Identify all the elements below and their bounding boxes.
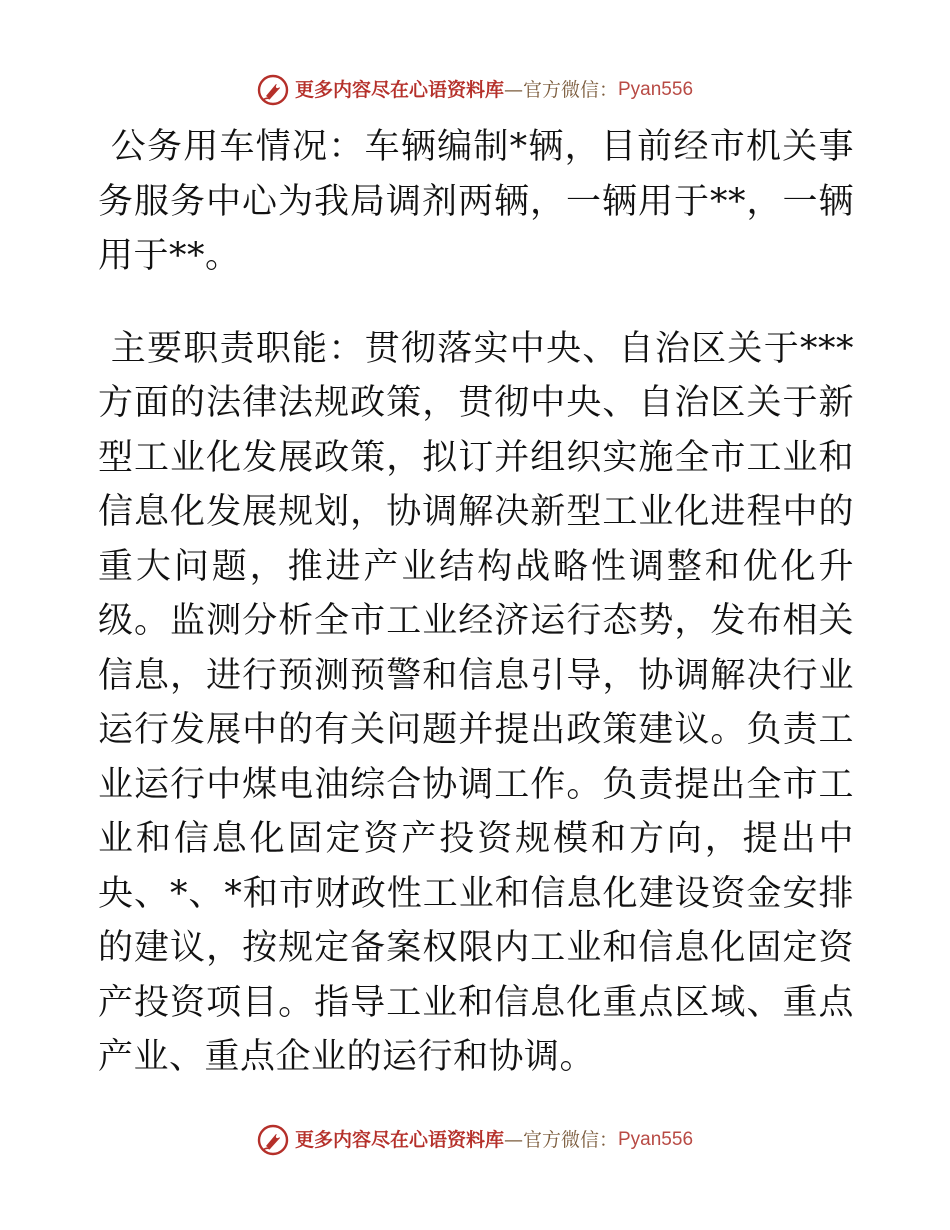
document-body [98,120,854,1085]
header-banner-account: Pyan556 [618,79,694,100]
footer-banner-text [295,1128,693,1152]
footer-watermark-banner [0,1120,950,1160]
paragraph-vehicles [98,120,854,284]
footer-banner-dash: —官方微信： [503,1129,618,1151]
header-banner-main: 更多内容尽在心语资料库 [294,79,504,101]
paragraph-duties [98,322,854,1085]
header-banner-text [295,78,693,102]
footer-banner-main: 更多内容尽在心语资料库 [294,1129,504,1151]
paragraph-vehicles-text: 公务用车情况：车辆编制*辆，目前经市机关事务服务中心为我局调剂两辆，一辆用于**，一辆用于**。 [98,127,854,276]
footer-banner-account: Pyan556 [618,1129,694,1150]
header-watermark-banner [0,70,950,110]
pen-nib-logo-icon [257,74,289,106]
pen-nib-logo-icon [257,1124,289,1156]
paragraph-duties-text: 主要职责职能：贯彻落实中央、自治区关于***方面的法律法规政策，贯彻中央、自治区关于新型工业化发展政策，拟订并组织实施全市工业和信息化发展规划，协调解决新型工业化进程中的重大问题，推进产业结构战略性调整和优化升级。监测分析全市工业经济运行态势，发布相关信息，进行预测预警和信息引导，协调解决行业运行发展中的有关问题并提出政策建议。负责工业运行中煤电油综合协调工作。负责提出全市工业和信息化固定资产投资规模和方向，提出中央、*、*和市财政性工业和信息化建设资金安排的建议，按规定备案权限内工业和信息化固定资产投资项目。指导工业和信息化重点区域、重点产业、重点企业的运行和协调。 [98,328,854,1077]
header-banner-dash: —官方微信： [503,79,618,101]
